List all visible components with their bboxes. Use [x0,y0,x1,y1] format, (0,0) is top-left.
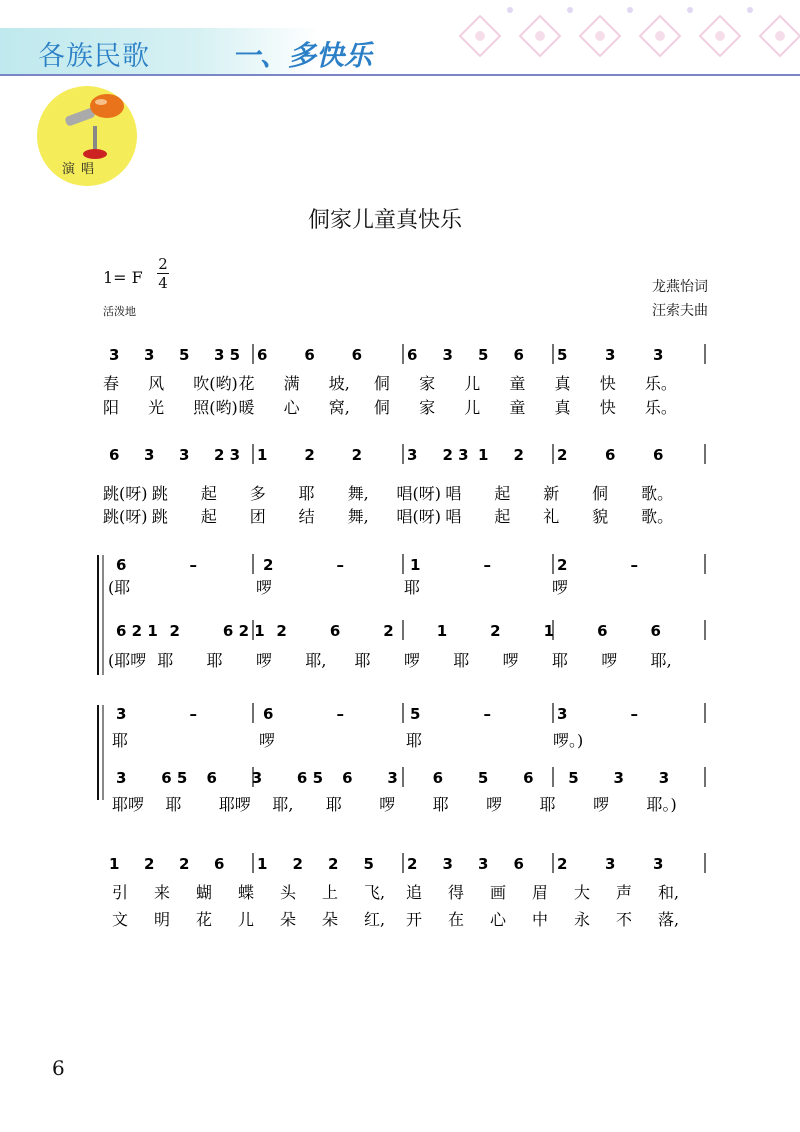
lyric-syllable: 起 [200,484,217,503]
note: 3 [442,855,453,873]
lyric-syllable: 真 [554,398,571,417]
lyric-syllable: 眉 [532,883,549,902]
lyric-syllable: 开 [406,910,423,929]
note: – [483,556,491,574]
lyric-syllable: 啰 [379,795,396,814]
lyric-syllable: 声 [616,883,633,902]
note: 5 [363,855,374,873]
note: 6 [329,622,341,640]
lyric-syllable: 明 [154,910,171,929]
lyric-syllable: 耶啰 [218,795,251,814]
lyric-syllable: 耶 [406,731,423,750]
note: 2 [276,622,287,640]
note: 6 2 1 [222,622,265,640]
note: 5 [478,346,489,364]
note: 2 [179,855,190,873]
lyric-syllable: 耶, [305,651,327,670]
lyric-syllable: 真 [554,374,571,393]
lyric-syllable: 阳 [103,398,120,417]
note: 6 [432,769,444,787]
note: 1 [410,556,421,574]
note: 3 [557,705,568,723]
lyric-syllable: 中 [532,910,549,929]
note: 5 [179,346,190,364]
note: 6 [263,705,274,723]
note: 6 5 [161,769,188,787]
time-signature-top: 2 [158,255,168,273]
note: – [189,556,197,574]
composer-credit: 汪索夫曲 [652,303,708,319]
note: 2 3 [214,446,241,464]
note: – [630,705,638,723]
note: 3 [442,346,453,364]
note: 2 [328,855,339,873]
lyric-syllable: 耶啰 [112,795,145,814]
note: 6 [523,769,534,787]
note: 2 [407,855,418,873]
lyric-syllable: 朵 [322,910,339,929]
lyric-syllable: 唱(呀) [396,507,441,526]
note: 3 [605,346,616,364]
note: 6 [351,346,363,364]
lyric-syllable: 不 [616,910,633,929]
lyric-syllable: 侗 [373,374,390,393]
lyric-syllable: 跳 [151,484,168,503]
note: 2 [292,855,303,873]
note: 2 [557,855,568,873]
lyric-syllable: 心 [490,910,507,929]
lyric-syllable: 快 [599,374,616,393]
lyric-syllable: 唱 [445,484,462,503]
lyric-syllable: 在 [448,910,465,929]
lyric-syllable: 上 [322,883,339,902]
time-signature-bottom: 4 [158,274,168,292]
note: 3 [658,769,670,787]
lyric-syllable: 暖 [238,398,255,417]
note: – [336,705,344,723]
lyric-syllable: 儿 [238,910,255,929]
note: 1 [257,446,268,464]
lyric-syllable: 啰 [256,651,273,670]
note: – [483,705,491,723]
note: 2 3 [442,446,469,464]
note: 3 [179,446,190,464]
note: 2 [383,622,394,640]
lyric-syllable: 风 [148,374,165,393]
note: 2 [513,446,524,464]
lyric-syllable: 耶 [165,795,182,814]
lyric-syllable: 耶 [539,795,556,814]
lyric-syllable: 朵 [280,910,297,929]
key-signature: 1= F [103,268,143,287]
note: 6 [513,346,524,364]
lyric-syllable: 蝴 [196,883,213,902]
lyric-syllable: 花 [238,374,255,393]
lyric-syllable: 红, [364,910,386,929]
section-name: 各族民歌 [38,41,150,72]
lyric-syllable: 花 [196,910,213,929]
lyric-syllable: 耶 [354,651,371,670]
note: 5 [557,346,568,364]
lyric-syllable: 乐。 [644,398,677,417]
lyric-syllable: 快 [599,398,616,417]
note: 6 [653,446,664,464]
lyric-syllable: 得 [448,883,465,902]
note: 2 [304,446,315,464]
lyric-syllable: (耶啰 [108,651,147,670]
note: 3 [144,346,155,364]
note: 6 [597,622,608,640]
lyric-syllable: 耶 [453,651,470,670]
lyric-syllable: 画 [490,883,507,902]
lyric-syllable: 乐。 [644,374,677,393]
note: 6 [304,346,315,364]
note: 6 [257,346,268,364]
lyric-syllable: 啰 [601,651,618,670]
lyric-syllable: 起 [200,507,217,526]
lyric-syllable: 啰 [256,578,273,597]
note: 1 [109,855,120,873]
lyric-syllable: 啰 [502,651,519,670]
note: – [189,705,197,723]
note: 2 [557,446,568,464]
lyric-syllable: 和, [658,883,680,902]
lyric-syllable: 永 [574,910,591,929]
lyric-syllable: 耶 [325,795,342,814]
lyric-syllable: 舞, [347,507,369,526]
lyric-syllable: 文 [112,910,129,929]
lyric-syllable: 儿 [464,398,481,417]
lyric-syllable: 侗 [592,484,609,503]
lyric-syllable: 团 [249,507,266,526]
note: 3 [478,855,489,873]
lyricist-credit: 龙燕怡词 [652,279,708,295]
lyric-syllable: 耶。) [646,795,677,814]
lyric-syllable: 落, [658,910,680,929]
lyric-syllable: 耶 [157,651,174,670]
lyric-syllable: 耶 [404,578,421,597]
note: 2 [263,556,274,574]
note: 3 [613,769,624,787]
lyric-syllable: 起 [494,484,511,503]
note: 6 [116,556,127,574]
lyric-syllable: (耶 [108,578,131,597]
lyric-syllable: 耶 [206,651,223,670]
lyric-syllable: 儿 [464,374,481,393]
note: 3 5 [214,346,241,364]
unit-title: 一、多快乐 [232,39,373,72]
lyric-syllable: 坡, [328,374,350,393]
note: 6 [605,446,616,464]
lyric-syllable: 啰。) [553,731,584,750]
note: 6 5 [296,769,324,787]
lyric-syllable: 新 [543,484,560,503]
lyric-syllable: 家 [419,374,436,393]
note: 6 [109,446,120,464]
note: 1 [543,622,555,640]
lyric-syllable: 跳(呀) [103,507,148,526]
lyric-syllable: 来 [154,883,171,902]
note: 5 [477,769,489,787]
note: 6 [342,769,353,787]
page-number: 6 [52,1056,65,1080]
lyric-syllable: 起 [494,507,511,526]
lyric-syllable: 窝, [328,398,350,417]
lyric-syllable: 吹(哟) [193,374,238,393]
lyric-syllable: 耶, [650,651,672,670]
lyric-syllable: 啰 [593,795,610,814]
note: 6 [407,346,418,364]
lyric-syllable: 啰 [552,578,569,597]
note: 5 [568,769,579,787]
song-title: 侗家儿童真快乐 [307,208,462,233]
note: 6 [513,855,524,873]
lyric-syllable: 满 [283,374,300,393]
note: 2 [144,855,155,873]
lyric-syllable: 啰 [259,731,276,750]
lyric-syllable: 耶, [272,795,294,814]
lyric-syllable: 耶 [298,484,315,503]
note: 2 [351,446,363,464]
lyric-syllable: 童 [509,374,526,393]
lyric-syllable: 光 [148,398,165,417]
lyric-syllable: 唱(呀) [396,484,441,503]
lyric-syllable: 貌 [592,507,609,526]
badge-label: 演唱 [62,162,101,177]
note: 3 [653,346,664,364]
note: 2 [557,556,568,574]
note: 3 [605,855,616,873]
lyric-syllable: 结 [298,507,315,526]
note: 1 [436,622,448,640]
note: 1 [478,446,489,464]
lyric-syllable: 啰 [486,795,503,814]
note: 6 [650,622,661,640]
note: 6 2 1 [116,622,158,640]
lyric-syllable: 春 [103,374,120,393]
lyric-syllable: 耶 [432,795,449,814]
lyric-syllable: 追 [406,883,423,902]
lyric-syllable: 耶 [552,651,569,670]
note: 2 [169,622,180,640]
note: 2 [490,622,501,640]
note: 5 [410,705,421,723]
note: 3 [251,769,263,787]
note: 1 [257,855,268,873]
note: 3 [653,855,664,873]
note: 6 [214,855,225,873]
note: – [336,556,344,574]
lyric-syllable: 歌。 [641,507,674,526]
lyric-syllable: 飞, [364,883,386,902]
note: – [630,556,638,574]
lyric-syllable: 唱 [445,507,462,526]
lyric-syllable: 心 [283,398,300,417]
lyric-syllable: 头 [280,883,297,902]
tempo-marking: 活泼地 [103,305,136,318]
lyric-syllable: 跳(呀) [103,484,148,503]
lyric-syllable: 侗 [373,398,390,417]
note: 3 [407,446,418,464]
lyric-syllable: 跳 [151,507,168,526]
lyric-syllable: 歌。 [641,484,674,503]
lyric-syllable: 引 [112,883,129,902]
lyric-syllable: 童 [509,398,526,417]
lyric-syllable: 大 [574,883,591,902]
note: 6 [206,769,217,787]
note: 3 [116,705,127,723]
lyric-syllable: 耶 [112,731,129,750]
lyric-syllable: 家 [419,398,436,417]
lyric-syllable: 舞, [347,484,369,503]
lyric-syllable: 礼 [543,507,560,526]
lyric-syllable: 蝶 [238,883,255,902]
note: 3 [116,769,127,787]
note: 3 [109,346,120,364]
lyric-syllable: 多 [249,484,266,503]
note: 3 [144,446,155,464]
lyric-syllable: 照(哟) [193,398,238,417]
lyric-syllable: 啰 [404,651,421,670]
note: 3 [387,769,398,787]
